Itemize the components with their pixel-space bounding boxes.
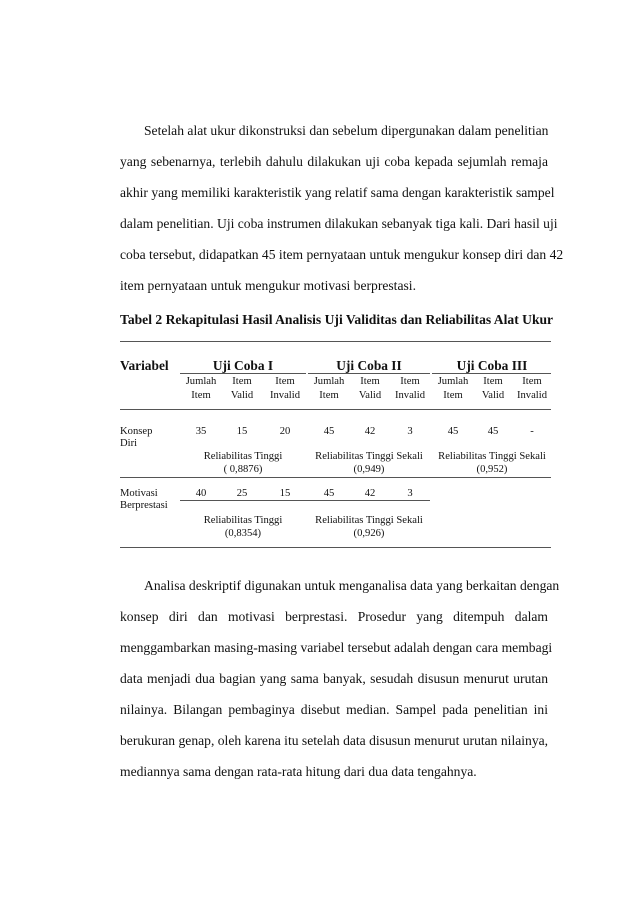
paragraph-line: berukuran genap, oleh karena itu setelah data disusun menurut urutan nilainya, (120, 733, 549, 748)
row-label: Berprestasi (120, 500, 168, 511)
paragraph-line: mediannya sama dengan rata-rata hitung dari dua data tengahnya. (120, 764, 477, 779)
reliability-label: Reliabilitas Tinggi Sekali (315, 515, 423, 526)
table-cell: 45 (323, 426, 335, 437)
table-bottom-rule (120, 547, 551, 548)
reliability-value: (0,949) (353, 464, 385, 475)
table-cell: 15 (236, 426, 248, 437)
variable-header: Variabel (120, 358, 169, 373)
subheader-count: Jumlah (313, 376, 345, 387)
reliability-label: Reliabilitas Tinggi (203, 515, 283, 526)
reliability-value: (0,926) (353, 528, 385, 539)
table-cell: 42 (364, 426, 376, 437)
reliability-label: Reliabilitas Tinggi (203, 451, 283, 462)
paragraph-line: akhir yang memiliki karakteristik yang relatif sama dengan karakteristik sampel (120, 185, 555, 200)
table-cell: - (530, 426, 534, 437)
table-cell: 45 (487, 426, 499, 437)
group-header-1: Uji Coba I (212, 358, 274, 373)
table-cell: 35 (195, 426, 207, 437)
row-label: Diri (120, 438, 138, 449)
subheader-count: Item (191, 390, 211, 401)
paragraph-line: konsep diri dan motivasi berprestasi. Prosedur yang ditempuh dalam (120, 609, 548, 624)
table-cell: 45 (447, 426, 459, 437)
table-cell: 40 (195, 488, 207, 499)
table-cell: 15 (279, 488, 291, 499)
row-label: Motivasi (120, 488, 158, 499)
reliability-label: Reliabilitas Tinggi Sekali (315, 451, 423, 462)
row-partial-rule (180, 500, 430, 501)
subheader-invalid: Item (522, 376, 542, 387)
group-header-2: Uji Coba II (336, 358, 402, 373)
subheader-invalid: Item (400, 376, 420, 387)
table-cell: 42 (364, 488, 376, 499)
paragraph-line: nilainya. Bilangan pembaginya disebut median. Sampel pada penelitian ini (120, 702, 548, 717)
reliability-value: (0,952) (476, 464, 508, 475)
subheader-invalid: Invalid (394, 390, 425, 401)
paragraph-line: item pernyataan untuk mengukur motivasi berprestasi. (120, 278, 416, 293)
paragraph-line: data menjadi dua bagian yang sama banyak, sesudah disusun menurut urutan (120, 671, 548, 686)
reliability-value: (0,8354) (224, 528, 262, 539)
table-cell: 45 (323, 488, 335, 499)
subheader-valid: Item (483, 376, 503, 387)
row-label: Konsep (120, 426, 153, 437)
group-header-3: Uji Coba III (456, 358, 528, 373)
subheader-invalid: Invalid (269, 390, 300, 401)
paragraph-line: Analisa deskriptif digunakan untuk menganalisa data yang berkaitan dengan (144, 578, 560, 593)
paragraph-line: menggambarkan masing-masing variabel tersebut adalah dengan cara membagi (120, 640, 553, 655)
paragraph-line: coba tersebut, didapatkan 45 item pernyataan untuk mengukur konsep diri dan 42 (120, 247, 564, 262)
subheader-count: Item (443, 390, 463, 401)
subheader-count: Jumlah (185, 376, 217, 387)
subheader-count: Jumlah (437, 376, 469, 387)
group-underline-1 (180, 373, 306, 374)
group-underline-2 (308, 373, 430, 374)
subheader-valid: Valid (481, 390, 505, 401)
subheader-invalid: Invalid (516, 390, 547, 401)
subheader-valid: Item (232, 376, 252, 387)
reliability-label: Reliabilitas Tinggi Sekali (438, 451, 546, 462)
paragraph-line: dalam penelitian. Uji coba instrumen dilakukan sebanyak tiga kali. Dari hasil uji (120, 216, 558, 231)
table-caption: Tabel 2 Rekapitulasi Hasil Analisis Uji Validitas dan Reliabilitas Alat Ukur (120, 312, 554, 327)
reliability-value: ( 0,8876) (223, 464, 263, 475)
subheader-valid: Valid (358, 390, 382, 401)
header-bottom-rule (120, 409, 551, 410)
table-cell: 3 (407, 488, 413, 499)
row-divider-rule (120, 477, 551, 478)
subheader-valid: Item (360, 376, 380, 387)
table-cell: 3 (407, 426, 413, 437)
table-cell: 25 (236, 488, 248, 499)
group-underline-3 (432, 373, 551, 374)
table-top-rule (120, 341, 551, 342)
paragraph-line: yang sebenarnya, terlebih dahulu dilakukan uji coba kepada sejumlah remaja (120, 154, 548, 169)
paragraph-line: Setelah alat ukur dikonstruksi dan sebelum dipergunakan dalam penelitian (144, 123, 549, 138)
subheader-invalid: Item (275, 376, 295, 387)
subheader-count: Item (319, 390, 339, 401)
subheader-valid: Valid (230, 390, 254, 401)
table-cell: 20 (279, 426, 291, 437)
